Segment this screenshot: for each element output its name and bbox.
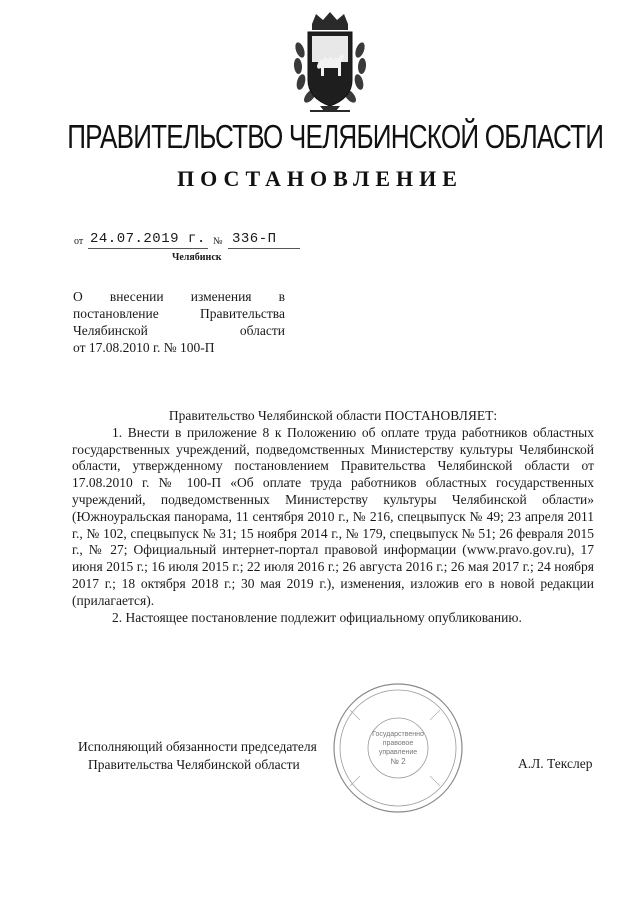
subject-line: Челябинской области: [73, 323, 285, 338]
stamp-text-4: № 2: [390, 757, 406, 766]
number-prefix: №: [213, 236, 223, 247]
signatory-position: [78, 738, 317, 774]
number-underline: [228, 248, 300, 249]
signatory-position-line: Исполняющий обязанности председателя: [78, 739, 317, 754]
document-date: 24.07.2019 г.: [90, 231, 206, 247]
date-underline: [88, 248, 208, 249]
signatory-name: А.Л. Текслер: [518, 756, 593, 771]
stamp-text-1: Государственно: [372, 731, 424, 738]
city: Челябинск: [172, 252, 222, 263]
official-stamp: [330, 680, 466, 816]
document-body: [72, 408, 594, 626]
document-subject: [73, 288, 285, 356]
signatory-position-line: Правительства Челябинской области: [88, 757, 300, 772]
stamp-text-2: правовое: [382, 740, 414, 747]
document-type: ПОСТАНОВЛЕНИЕ: [177, 166, 463, 191]
resolution-item-2: 2. Настоящее постановление подлежит официальному опубликованию.: [112, 609, 522, 625]
date-prefix: от: [74, 236, 84, 247]
subject-line: постановление Правительства: [73, 306, 285, 321]
government-title: ПРАВИТЕЛЬСТВО ЧЕЛЯБИНСКОЙ ОБЛАСТИ: [67, 118, 604, 155]
subject-line: от 17.08.2010 г. № 100-П: [73, 340, 215, 355]
document-number: 336-П: [232, 231, 277, 247]
resolution-item-1: 1. Внести в приложение 8 к Положению об оплате труда работников областных государственных учреждений, подведомственных Министерству культуры Челябинской области, утвержденному постановлением Правительства Челябинской области от 17.08.2010 г. № 100-П «Об оплате труда работников областных государственных учреждений, подведомственных Министерству культуры Челябинской области» (Южноуральская панорама, 11 сентября 2010 г., № 216, спецвыпуск № 49; 23 апреля 2011 г., № 102, спецвыпуск № 31; 15 ноября 2014 г., № 179, спецвыпуск № 51; 26 февраля 2015 г., № 27; Официальный интернет-портал правовой информации (www.pravo.gov.ru), 17 июня 2015 г.; 16 июля 2015 г.; 22 июля 2016 г.; 26 августа 2016 г.; 26 мая 2017 г.; 24 ноября 2017 г.; 18 октября 2018 г.; 30 мая 2019 г.), изменения, изложив его в новой редакции (прилагается).: [72, 424, 594, 608]
coat-of-arms-icon: [290, 10, 370, 112]
subject-line: О внесении изменения в: [73, 289, 285, 304]
resolution-intro: Правительство Челябинской области ПОСТАНОВЛЯЕТ:: [168, 408, 498, 423]
stamp-text-3: управление: [378, 749, 418, 756]
